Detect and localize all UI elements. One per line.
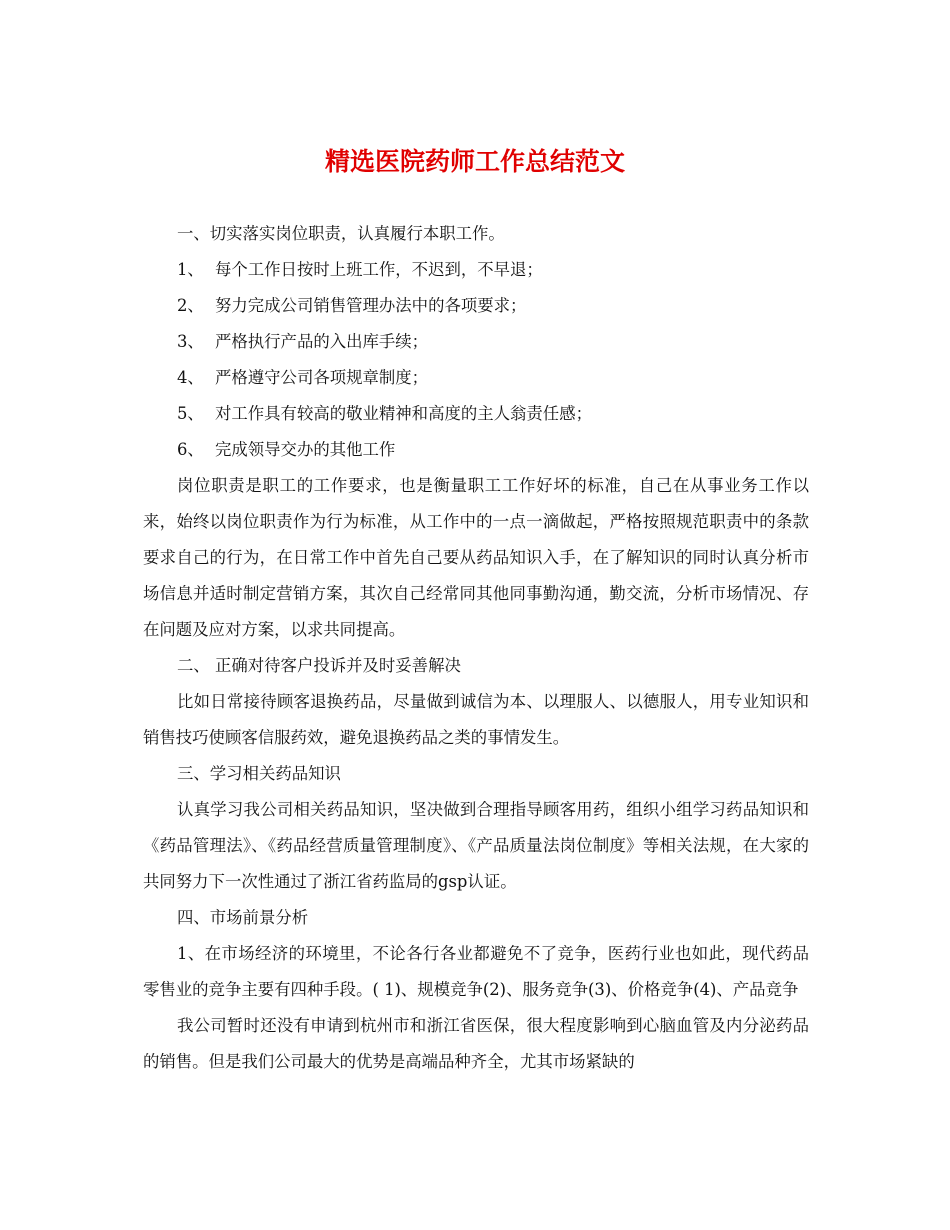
list-item: [143, 252, 809, 288]
paragraph: 1、在市场经济的环境里，不论各行各业都避免不了竞争，医药行业也如此，现代药品零售业的竞争主要有四种手段。( 1)、规模竞争(2)、服务竞争(3)、价格竞争(4)、产品竞争: [143, 944, 809, 999]
list-item-number: 3、: [177, 332, 204, 351]
list-item-number: 4、: [177, 368, 204, 387]
list-item-text: 对工作具有较高的敬业精神和高度的主人翁责任感；: [215, 404, 592, 423]
list-item-text: 严格执行产品的入出库手续；: [215, 332, 429, 351]
list-item-text: 严格遵守公司各项规章制度；: [215, 368, 429, 387]
list-item-number: 1、: [177, 260, 204, 279]
paragraph: 岗位职责是职工的工作要求，也是衡量职工工作好坏的标准，自己在从事业务工作以来，始终以岗位职责作为行为标准，从工作中的一点一滴做起，严格按照规范职责中的条款要求自己的行为，在日常工作中首先自己要从药品知识入手，在了解知识的同时认真分析市场信息并适时制定营销方案，其次自己经常同其他同事勤沟通，勤交流，分析市场情况、存在问题及应对方案，以求共同提高。: [143, 476, 809, 639]
section-heading: 二、 正确对待客户投诉并及时妥善解决: [177, 656, 461, 675]
list-item-text: 努力完成公司销售管理办法中的各项要求；: [215, 296, 527, 315]
paragraph: 一、切实落实岗位职责，认真履行本职工作。: [177, 224, 505, 243]
list-item: [143, 396, 809, 432]
list-item-number: 2、: [177, 296, 204, 315]
section-heading: 三、学习相关药品知识: [177, 764, 341, 783]
list-item-number: 5、: [177, 404, 204, 423]
list-item: [143, 324, 809, 360]
paragraph: 我公司暂时还没有申请到杭州市和浙江省医保，很大程度影响到心脑血管及内分泌药品的销售。但是我们公司最大的优势是高端品种齐全，尤其市场紧缺的: [143, 1016, 809, 1071]
list-item-number: 6、: [177, 440, 204, 459]
document-title: 精选医院药师工作总结范文: [324, 147, 625, 176]
list-item: [143, 432, 809, 468]
paragraph: 比如日常接待顾客退换药品，尽量做到诚信为本、以理服人、以德服人，用专业知识和销售技巧使顾客信服药效，避免退换药品之类的事情发生。: [143, 692, 809, 747]
list-item-text: 每个工作日按时上班工作，不迟到，不早退；: [215, 260, 543, 279]
list-item: [143, 360, 809, 396]
list-item-text: 完成领导交办的其他工作: [215, 440, 396, 459]
document-body: [143, 216, 809, 1080]
list-item: [143, 288, 809, 324]
section-heading: 四、市场前景分析: [177, 908, 309, 927]
paragraph: 认真学习我公司相关药品知识，坚决做到合理指导顾客用药，组织小组学习药品知识和《药品管理法》、《药品经营质量管理制度》、《产品质量法岗位制度》等相关法规，在大家的共同努力下一次性通过了浙江省药监局的gsp认证。: [143, 800, 809, 891]
